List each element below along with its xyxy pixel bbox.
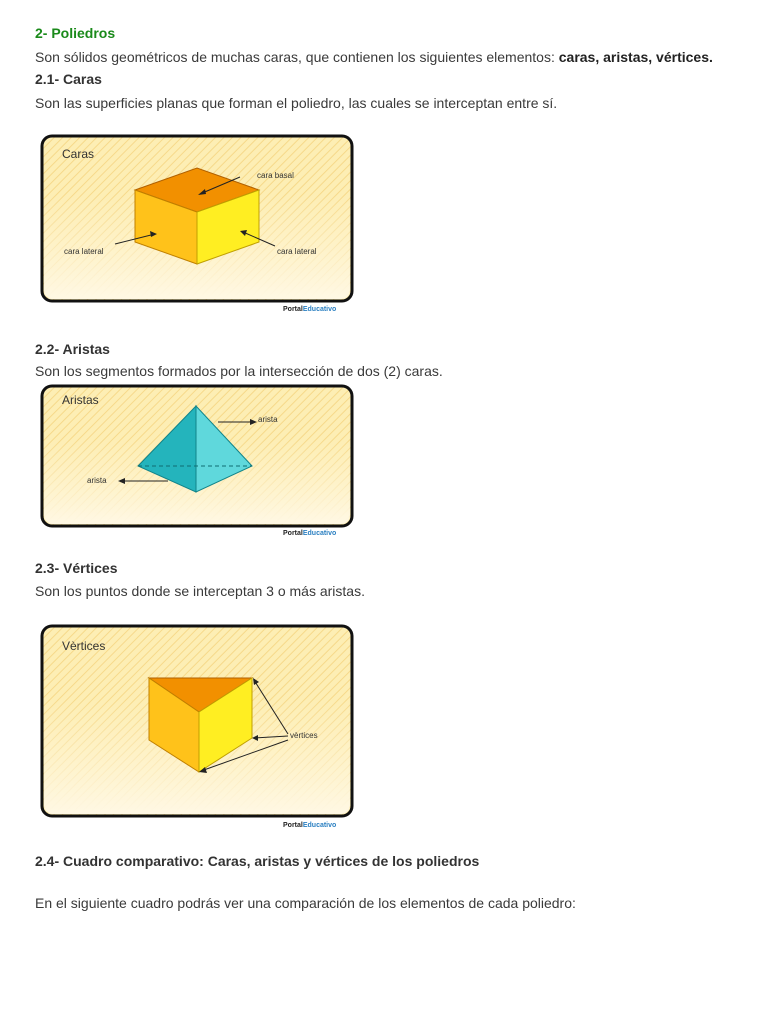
caras-heading: 2.1- Caras: [35, 71, 102, 87]
vertices-figure-title: Vèrtices: [62, 639, 106, 653]
section-intro: [35, 48, 713, 66]
caras-label-left: cara lateral: [64, 247, 104, 256]
caras-text: Son las superficies planas que forman el poliedro, las cuales se interceptan entre sí.: [35, 95, 558, 111]
vertices-figure: [40, 624, 356, 820]
credit-educativo: Educativo: [302, 530, 337, 537]
aristas-credit: [283, 530, 336, 537]
intro-text: Son sólidos geométricos de muchas caras, que contienen los siguientes elementos:: [35, 49, 559, 65]
credit-educativo: Educativo: [302, 822, 337, 829]
credit-portal: Portal: [283, 530, 303, 537]
aristas-label-left: arista: [87, 476, 107, 485]
vertices-credit: [283, 822, 336, 829]
vertices-text: Son los puntos donde se interceptan 3 o más aristas.: [35, 583, 365, 599]
caras-label-top: cara basal: [257, 171, 294, 180]
aristas-text: Son los segmentos formados por la intersección de dos (2) caras.: [35, 363, 443, 379]
aristas-label-top: arista: [258, 415, 278, 424]
aristas-figure: [40, 384, 356, 530]
aristas-heading: 2.2- Aristas: [35, 341, 110, 357]
caras-figure: [40, 134, 356, 306]
caras-figure-title: Caras: [62, 147, 95, 161]
caras-label-right: cara lateral: [277, 247, 317, 256]
comparativo-heading: 2.4- Cuadro comparativo: Caras, aristas y vértices de los poliedros: [35, 853, 480, 869]
intro-bold: caras, aristas, vértices.: [558, 49, 713, 65]
comparativo-text: En el siguiente cuadro podrás ver una comparación de los elementos de cada poliedro:: [35, 895, 576, 911]
credit-educativo: Educativo: [302, 306, 337, 313]
credit-portal: Portal: [283, 822, 303, 829]
section-title: 2- Poliedros: [35, 25, 116, 41]
vertices-heading: 2.3- Vértices: [35, 560, 118, 576]
vertices-label: vèrtices: [290, 731, 318, 740]
caras-credit: [283, 306, 336, 313]
credit-portal: Portal: [283, 306, 303, 313]
aristas-figure-title: Aristas: [62, 393, 99, 407]
